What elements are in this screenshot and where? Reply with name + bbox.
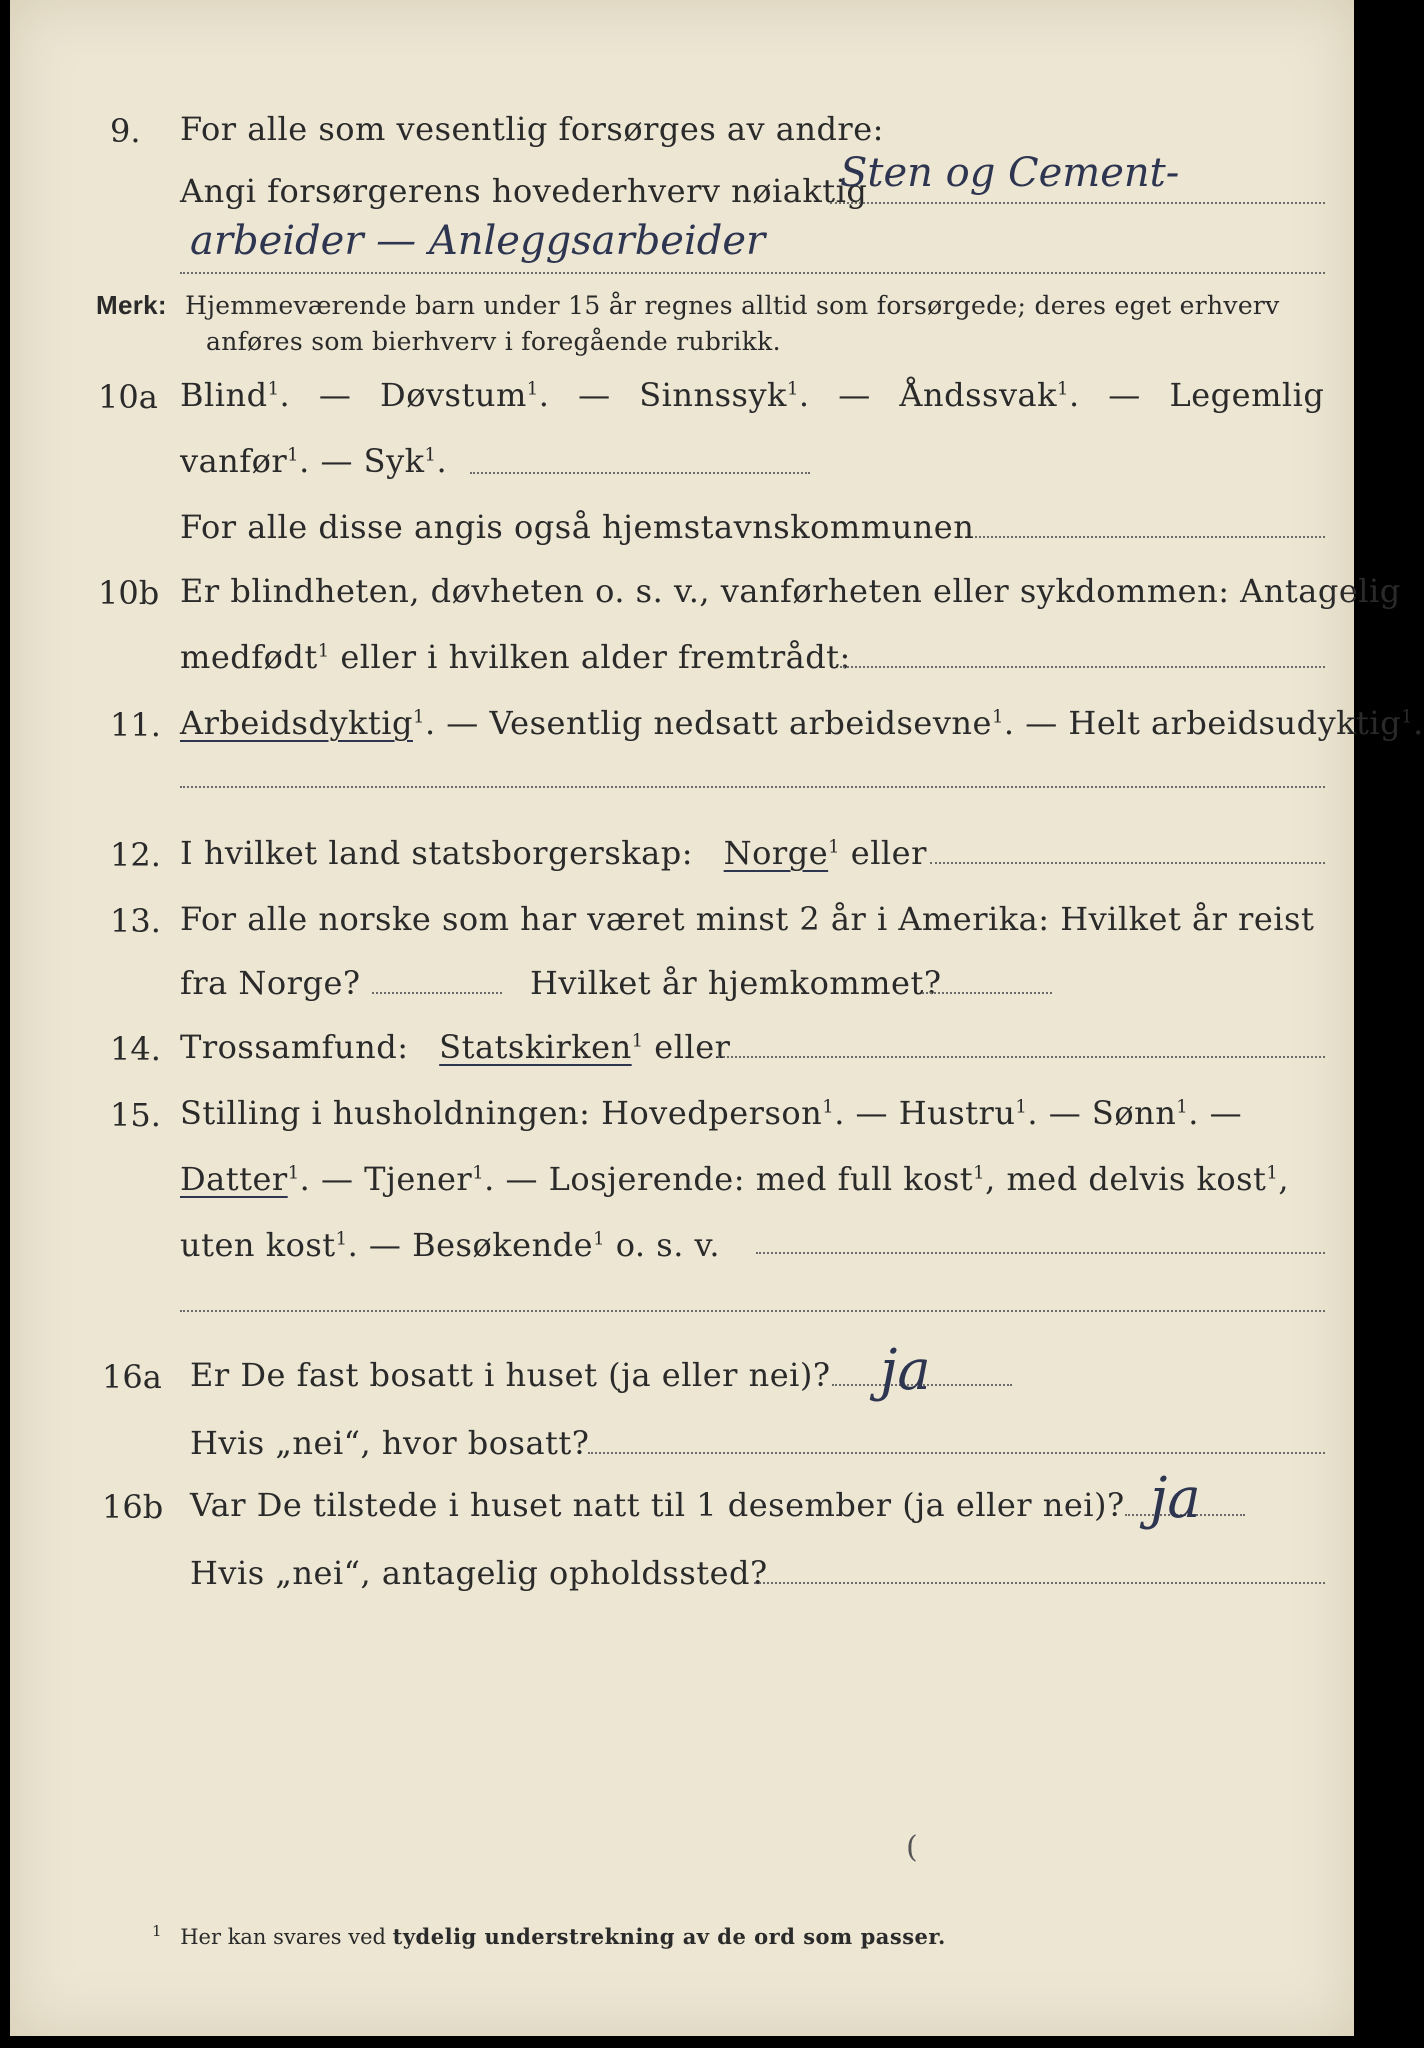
q15-line1 <box>180 1094 1242 1132</box>
q13-line2-b: Hvilket år hjemkommet? <box>530 964 942 1002</box>
question-number: 10b <box>98 574 160 612</box>
footnote-ref: 1 <box>1015 1096 1028 1118</box>
q11-line <box>180 704 1424 742</box>
option-arbeidsdyktig: Arbeidsdyktig <box>180 704 413 742</box>
note-line2: anføres som bierhverv i foregående rubrikk. <box>206 327 781 356</box>
footnote-ref: 1 <box>1057 378 1069 400</box>
q16a-line2: Hvis „nei“, hvor bosatt? <box>190 1424 590 1462</box>
q10a-answer-line <box>470 472 810 474</box>
footnote-ref: 1 <box>593 1228 606 1250</box>
question-number: 16b <box>102 1488 164 1526</box>
punctuation: . — <box>1188 1094 1243 1132</box>
option-hovedperson: Stilling i husholdningen: Hovedperson <box>180 1094 823 1132</box>
q16b-line2: Hvis „nei“, antagelig opholdssted? <box>190 1554 768 1592</box>
q13-year-left-line <box>372 992 502 994</box>
footnote-ref: 1 <box>335 1228 348 1250</box>
note <box>96 290 1280 321</box>
question-number: 9. <box>110 112 141 150</box>
q10a-hometown-line <box>975 536 1325 538</box>
q12-question: I hvilket land statsborgerskap: <box>180 834 693 872</box>
option-syk: . — Syk <box>299 442 425 480</box>
q10a-line3: For alle disse angis også hjemstavnskommunen <box>180 508 975 546</box>
q10a-line1 <box>180 376 1324 414</box>
option-full-kost: . — Losjerende: med full kost <box>484 1160 974 1198</box>
question-number: 16a <box>102 1358 162 1396</box>
q11-answer-line <box>180 786 1325 788</box>
q14-question: Trossamfund: <box>180 1028 409 1066</box>
q15-extra-line <box>180 1310 1325 1312</box>
q9-handwritten-answer-2: arbeider — Anleggsarbeider <box>190 218 766 264</box>
q14-eller: eller <box>643 1028 731 1066</box>
option-tjener: . — Tjener <box>299 1160 473 1198</box>
q16b-line1: Var De tilstede i huset natt til 1 desember (ja eller nei)? <box>190 1486 1125 1524</box>
option-sonn: . — Sønn <box>1027 1094 1177 1132</box>
footnote-ref: 1 <box>786 378 799 400</box>
footnote-ref: 1 <box>991 706 1004 728</box>
punctuation: , <box>1278 1160 1290 1198</box>
footnote-ref: 1 <box>287 1162 300 1184</box>
option-sinnssyk: . — Sinnssyk <box>538 376 787 414</box>
question-number: 11. <box>110 706 161 744</box>
footnote-ref: 1 <box>424 444 437 466</box>
q12-line <box>180 834 927 872</box>
q16a-handwritten-answer: ja <box>880 1338 931 1403</box>
q15-line2 <box>180 1160 1289 1198</box>
q12-answer-line <box>930 862 1325 864</box>
footnote-ref: 1 <box>973 1162 986 1184</box>
q10b-line1: Er blindheten, døvheten o. s. v., vanførheten eller sykdommen: Antagelig <box>180 572 1401 610</box>
footnote-ref: 1 <box>267 378 280 400</box>
option-andssvak: . — Åndssvak <box>798 376 1057 414</box>
footnote-ref: 1 <box>413 706 425 728</box>
q16a-line1: Er De fast bosatt i huset (ja eller nei)? <box>190 1356 831 1394</box>
q9-line1: For alle som vesentlig forsørges av andre: <box>180 110 884 148</box>
footnote-ref: 1 <box>631 1030 644 1052</box>
q13-line2-a: fra Norge? <box>180 964 361 1002</box>
option-dovstum: . — Døvstum <box>279 376 527 414</box>
stray-mark: ( <box>906 1830 918 1865</box>
option-norge: Norge <box>723 834 829 872</box>
q15-answer-line <box>756 1252 1325 1254</box>
census-form-page <box>10 0 1424 2036</box>
question-number: 14. <box>110 1030 161 1068</box>
option-nedsatt: . — Vesentlig nedsatt arbeidsevne <box>424 704 992 742</box>
q12-eller: eller <box>840 834 927 872</box>
q9-handwritten-answer-1: Sten og Cement- <box>840 150 1180 196</box>
q16a-residence-line <box>588 1452 1325 1454</box>
option-udyktig: . — Helt arbeidsudyktig <box>1003 704 1402 742</box>
option-medfodt: medfødt <box>180 638 318 676</box>
footnote-ref: 1 <box>287 444 300 466</box>
option-hustru: . — Hustru <box>834 1094 1016 1132</box>
footnote-emphasis: tydelig understrekning av de ord som passer. <box>392 1924 946 1949</box>
q14-answer-line <box>718 1056 1325 1058</box>
question-number: 10a <box>98 378 158 416</box>
q14-line <box>180 1028 730 1066</box>
q9-answer-line2 <box>180 272 1325 274</box>
footnote-ref: 1 <box>1176 1096 1189 1118</box>
q16b-location-line <box>754 1582 1325 1584</box>
option-vanfor: vanfør <box>180 442 288 480</box>
question-number: 12. <box>110 836 161 874</box>
footnote-text: Her kan svares ved <box>180 1925 386 1949</box>
option-datter: Datter <box>180 1160 288 1198</box>
option-statskirken: Statskirken <box>439 1028 632 1066</box>
punctuation: . <box>436 442 448 480</box>
question-number: 13. <box>110 902 161 940</box>
footnote-mark: 1 <box>152 1922 162 1940</box>
note-label: Merk: <box>96 290 167 320</box>
option-legemlig: . — Legemlig <box>1068 376 1325 414</box>
punctuation: . <box>1413 704 1424 742</box>
q15-osv: o. s. v. <box>605 1226 720 1264</box>
option-blind: Blind <box>180 376 268 414</box>
q15-line3 <box>180 1226 720 1264</box>
footnote-ref: 1 <box>317 640 330 662</box>
q10b-line2 <box>180 638 851 676</box>
question-number: 15. <box>110 1096 161 1134</box>
q13-line1: For alle norske som har været minst 2 år i Amerika: Hvilket år reist <box>180 900 1315 938</box>
option-delvis-kost: , med delvis kost <box>985 1160 1267 1198</box>
footnote-ref: 1 <box>828 836 841 858</box>
option-besokende: . — Besøkende <box>347 1226 594 1264</box>
footnote <box>152 1922 946 1949</box>
footnote-ref: 1 <box>1401 706 1414 728</box>
q10b-answer-line <box>840 666 1325 668</box>
option-uten-kost: uten kost <box>180 1226 336 1264</box>
q10a-line2 <box>180 442 447 480</box>
footnote-ref: 1 <box>1266 1162 1279 1184</box>
q16b-handwritten-answer: ja <box>1150 1466 1201 1531</box>
note-line1: Hjemmeværende barn under 15 år regnes alltid som forsørgede; deres eget erhverv <box>185 291 1280 320</box>
footnote-ref: 1 <box>472 1162 485 1184</box>
q10b-age-question: eller i hvilken alder fremtrådt: <box>329 638 851 676</box>
footnote-ref: 1 <box>822 1096 835 1118</box>
footnote-ref: 1 <box>526 378 539 400</box>
q13-year-return-line <box>922 992 1052 994</box>
q9-line2: Angi forsørgerens hovederhverv nøiaktig <box>180 172 868 210</box>
q9-answer-line1 <box>830 202 1325 204</box>
